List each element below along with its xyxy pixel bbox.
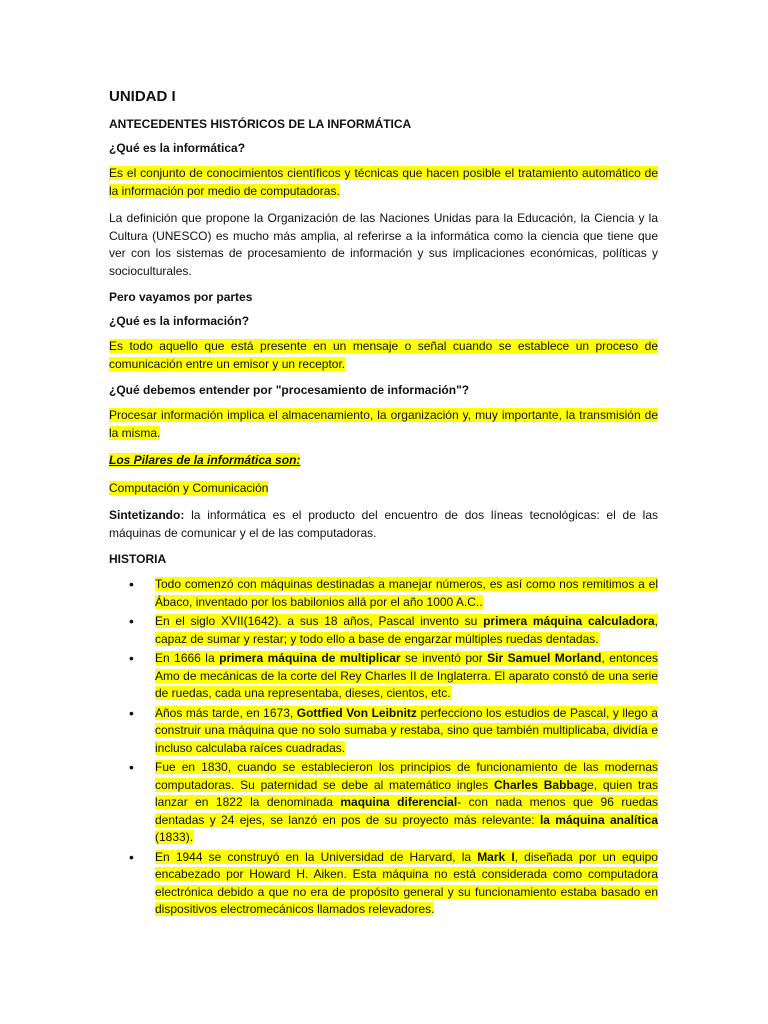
item-text: - con nada menos que 96 ruedas dentadas y 24 ejes, se lanzó en pos de su proyecto más relevante: <box>155 795 659 827</box>
item-text: , capaz de sumar y restar; y todo ello a base de engarzar múltiples ruedas dentadas. <box>155 614 658 646</box>
item-bold: Sir Samuel Morland <box>487 651 602 665</box>
question-informacion: ¿Qué es la información? <box>109 314 250 328</box>
answer-informatica-text: Es el conjunto de conocimientos científicos y técnicas que hacen posible el tratamiento automático de la información por medio de computadoras. <box>109 166 658 198</box>
item-bold: Gottfied Von Leibnitz <box>296 705 417 720</box>
answer-informacion <box>109 338 658 373</box>
historia-item-mark-i <box>109 849 658 919</box>
historia-item-leibnitz <box>109 705 658 758</box>
item-text: se inventó por <box>400 651 488 665</box>
answer-informacion-text: Es todo aquello que está presente en un mensaje o señal cuando se establece un proceso de comunicación entre un emisor y un receptor. <box>109 339 658 371</box>
item-text: En 1666 la <box>155 651 220 665</box>
pilares-heading-text: Los Pilares de la informática son: <box>109 453 301 467</box>
pilares-heading <box>109 452 658 470</box>
pilares-items <box>109 480 658 498</box>
por-partes-line: Pero vayamos por partes <box>109 290 253 304</box>
item-text: Años más tarde, en 1673, <box>155 705 297 720</box>
item-text: perfecciono los estudios de Pascal, y llego a construir una máquina que no solo sumaba y restaba, sino que también multiplicaba, dividía e incluso calculaba raíces cuadradas. <box>155 705 658 755</box>
question-informatica: ¿Qué es la informática? <box>109 141 246 155</box>
sintetizando-text: la informática es el producto del encuentro de dos líneas tecnológicas: el de las máquinas de comunicar y el de las computadoras. <box>109 508 658 540</box>
item-text: Todo comenzó con máquinas destinadas a manejar números, es así como nos remitimos a el Ábaco, inventado por los babilonios allá por el año 1000 A.C.. <box>155 577 658 609</box>
historia-item-morland <box>109 650 658 703</box>
bullet-icon: • <box>129 759 134 775</box>
answer-informatica <box>109 165 658 200</box>
question-procesamiento: ¿Qué debemos entender por "procesamiento de información"? <box>109 383 470 397</box>
pilares-items-text: Computación y Comunicación <box>109 480 269 495</box>
item-text: En 1944 se construyó en la Universidad de Harvard, la <box>155 849 478 864</box>
item-bold: la máquina analítica <box>539 812 659 827</box>
sintetizando-label: Sintetizando: <box>109 508 185 522</box>
item-bold: Mark I <box>477 849 515 864</box>
answer-procesamiento <box>109 407 658 442</box>
historia-item-abaco <box>109 576 658 611</box>
item-text: En el siglo XVII(1642). a sus 18 años, Pascal invento su <box>155 614 484 628</box>
sintetizando-paragraph <box>109 507 658 542</box>
historia-item-babbage <box>109 759 658 847</box>
item-bold: primera máquina de multiplicar <box>219 651 401 665</box>
item-bold: maquina diferencial <box>340 795 458 809</box>
section-heading: ANTECEDENTES HISTÓRICOS DE LA INFORMÁTICA <box>109 117 412 131</box>
bullet-icon: • <box>129 613 134 629</box>
item-text: , diseñada por un equipo encabezado por Howard H. Aiken. Esta máquina no está considerada como computadora electrónica debido a que no era de propósito general y su funcionamiento estaba basado en dispositivos electromecánicos llamados relevadores. <box>155 849 658 916</box>
historia-list <box>109 576 658 919</box>
bullet-icon: • <box>129 704 134 721</box>
item-text: ge, quien tras lanzar en 1822 la denominada <box>155 777 659 809</box>
bullet-icon: • <box>129 576 134 592</box>
answer-procesamiento-text: Procesar información implica el almacenamiento, la organización y, muy importante, la transmisión de la misma. <box>109 408 658 440</box>
item-text: (1833). <box>155 830 194 844</box>
historia-item-pascal <box>109 613 658 648</box>
item-text: , entonces Amo de mecánicas de la corte del Rey Charles II de Inglaterra. El aparato constó de una serie de ruedas, cada una representaba, dieses, cientos, etc. <box>155 651 658 700</box>
unesco-paragraph: La definición que propone la Organización de las Naciones Unidas para la Educación, la Ciencia y la Cultura (UNESCO) es mucho más amplia, al referirse a la informática como la ciencia que tiene que ver con los sistemas de procesamiento de información y sus implicaciones económicas, políticas y socioculturales. <box>109 211 658 278</box>
item-bold: primera máquina calculadora <box>483 614 655 628</box>
bullet-icon: • <box>129 848 134 865</box>
historia-heading: HISTORIA <box>109 552 167 566</box>
bullet-icon: • <box>129 650 134 666</box>
item-text: Fue en 1830, cuando se establecieron los principios de funcionamiento de las modernas computadoras. Su paternidad se debe al matemático ingles <box>155 760 658 792</box>
item-bold: Charles Babba <box>493 777 581 792</box>
unit-title: UNIDAD I <box>109 88 176 105</box>
